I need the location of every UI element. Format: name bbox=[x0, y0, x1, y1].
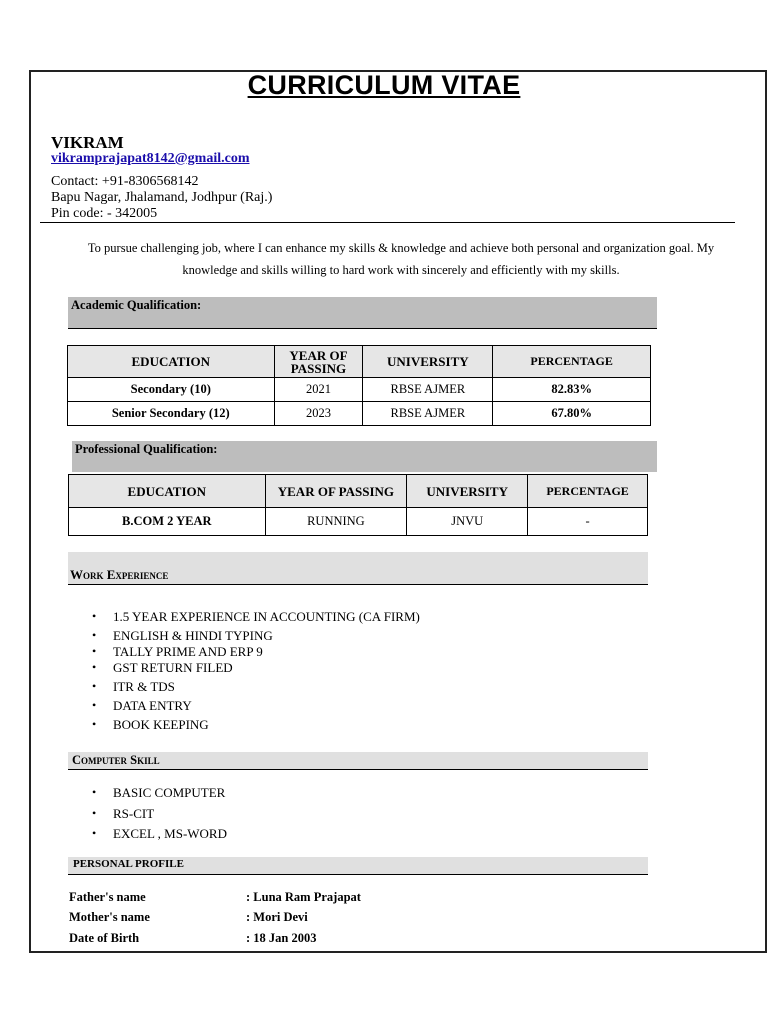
list-item: • BOOK KEEPING bbox=[70, 717, 630, 736]
academic-heading: Academic Qualification: bbox=[68, 297, 657, 329]
education-cell: B.COM 2 YEAR bbox=[69, 508, 266, 536]
table-row bbox=[68, 378, 651, 402]
personal-heading: PERSONAL PROFILE bbox=[73, 858, 184, 870]
percentage-cell: 67.80% bbox=[493, 402, 651, 426]
contact-line: Contact: +91-8306568142 bbox=[51, 174, 199, 189]
personal-heading-bar bbox=[68, 857, 648, 875]
academic-col-education: EDUCATION bbox=[68, 346, 275, 378]
year-cell: 2021 bbox=[274, 378, 363, 402]
university-cell: JNVU bbox=[407, 508, 528, 536]
list-item: • ITR & TDS bbox=[70, 679, 630, 698]
candidate-name: VIKRAM bbox=[51, 133, 124, 152]
education-cell: Secondary (10) bbox=[68, 378, 275, 402]
mother-name-label: Mother's name bbox=[69, 910, 150, 924]
page-title: CURRICULUM VITAE bbox=[247, 70, 521, 100]
list-item: • 1.5 YEAR EXPERIENCE IN ACCOUNTING (CA FIRM) bbox=[70, 609, 630, 628]
table-row bbox=[69, 508, 648, 536]
list-item: • GST RETURN FILED bbox=[70, 660, 630, 679]
professional-table bbox=[68, 474, 648, 536]
professional-col-university: UNIVERSITY bbox=[407, 475, 528, 508]
university-cell: RBSE AJMER bbox=[363, 402, 493, 426]
father-name-value: : Luna Ram Prajapat bbox=[246, 890, 361, 904]
table-row bbox=[68, 402, 651, 426]
percentage-cell: 82.83% bbox=[493, 378, 651, 402]
work-heading: Work Experience bbox=[70, 567, 169, 582]
academic-table bbox=[67, 345, 651, 426]
education-cell: Senior Secondary (12) bbox=[68, 402, 275, 426]
year-cell: RUNNING bbox=[265, 508, 407, 536]
list-item: • TALLY PRIME AND ERP 9 bbox=[70, 644, 630, 660]
header-divider bbox=[40, 222, 735, 223]
list-item: • ENGLISH & HINDI TYPING bbox=[70, 628, 630, 644]
objective-text: To pursue challenging job, where I can enhance my skills & knowledge and achieve both personal and organization goal. My knowledge and skills willing to hard work with sincerely and efficiently with my skills. bbox=[87, 241, 715, 277]
list-item: • EXCEL , MS-WORD bbox=[70, 826, 630, 846]
mother-name-value: : Mori Devi bbox=[246, 910, 308, 924]
list-item: • BASIC COMPUTER bbox=[70, 785, 630, 806]
dob-label: Date of Birth bbox=[69, 931, 140, 945]
professional-col-education: EDUCATION bbox=[69, 475, 266, 508]
professional-heading: Professional Qualification: bbox=[72, 441, 657, 472]
pincode-line: Pin code: - 342005 bbox=[51, 206, 158, 221]
year-cell: 2023 bbox=[274, 402, 363, 426]
dob-value: : 18 Jan 2003 bbox=[246, 931, 317, 945]
university-cell: RBSE AJMER bbox=[363, 378, 493, 402]
list-item: • DATA ENTRY bbox=[70, 698, 630, 717]
address-line: Bapu Nagar, Jhalamand, Jodhpur (Raj.) bbox=[51, 190, 273, 205]
professional-col-year: YEAR OF PASSING bbox=[265, 475, 407, 508]
father-name-label: Father's name bbox=[69, 890, 146, 904]
academic-col-year: YEAR OF PASSING bbox=[274, 346, 363, 378]
list-item: • RS-CIT bbox=[70, 806, 630, 826]
work-list bbox=[70, 609, 630, 736]
computer-list bbox=[70, 785, 630, 846]
computer-heading-bar bbox=[68, 752, 648, 770]
academic-col-percentage: PERCENTAGE bbox=[493, 346, 651, 378]
percentage-cell: - bbox=[528, 508, 648, 536]
work-heading-bar bbox=[68, 552, 648, 585]
computer-heading: Computer Skill bbox=[72, 753, 160, 767]
professional-col-percentage: PERCENTAGE bbox=[528, 475, 648, 508]
email-link[interactable]: vikramprajapat8142@gmail.com bbox=[51, 151, 250, 166]
academic-col-university: UNIVERSITY bbox=[363, 346, 493, 378]
